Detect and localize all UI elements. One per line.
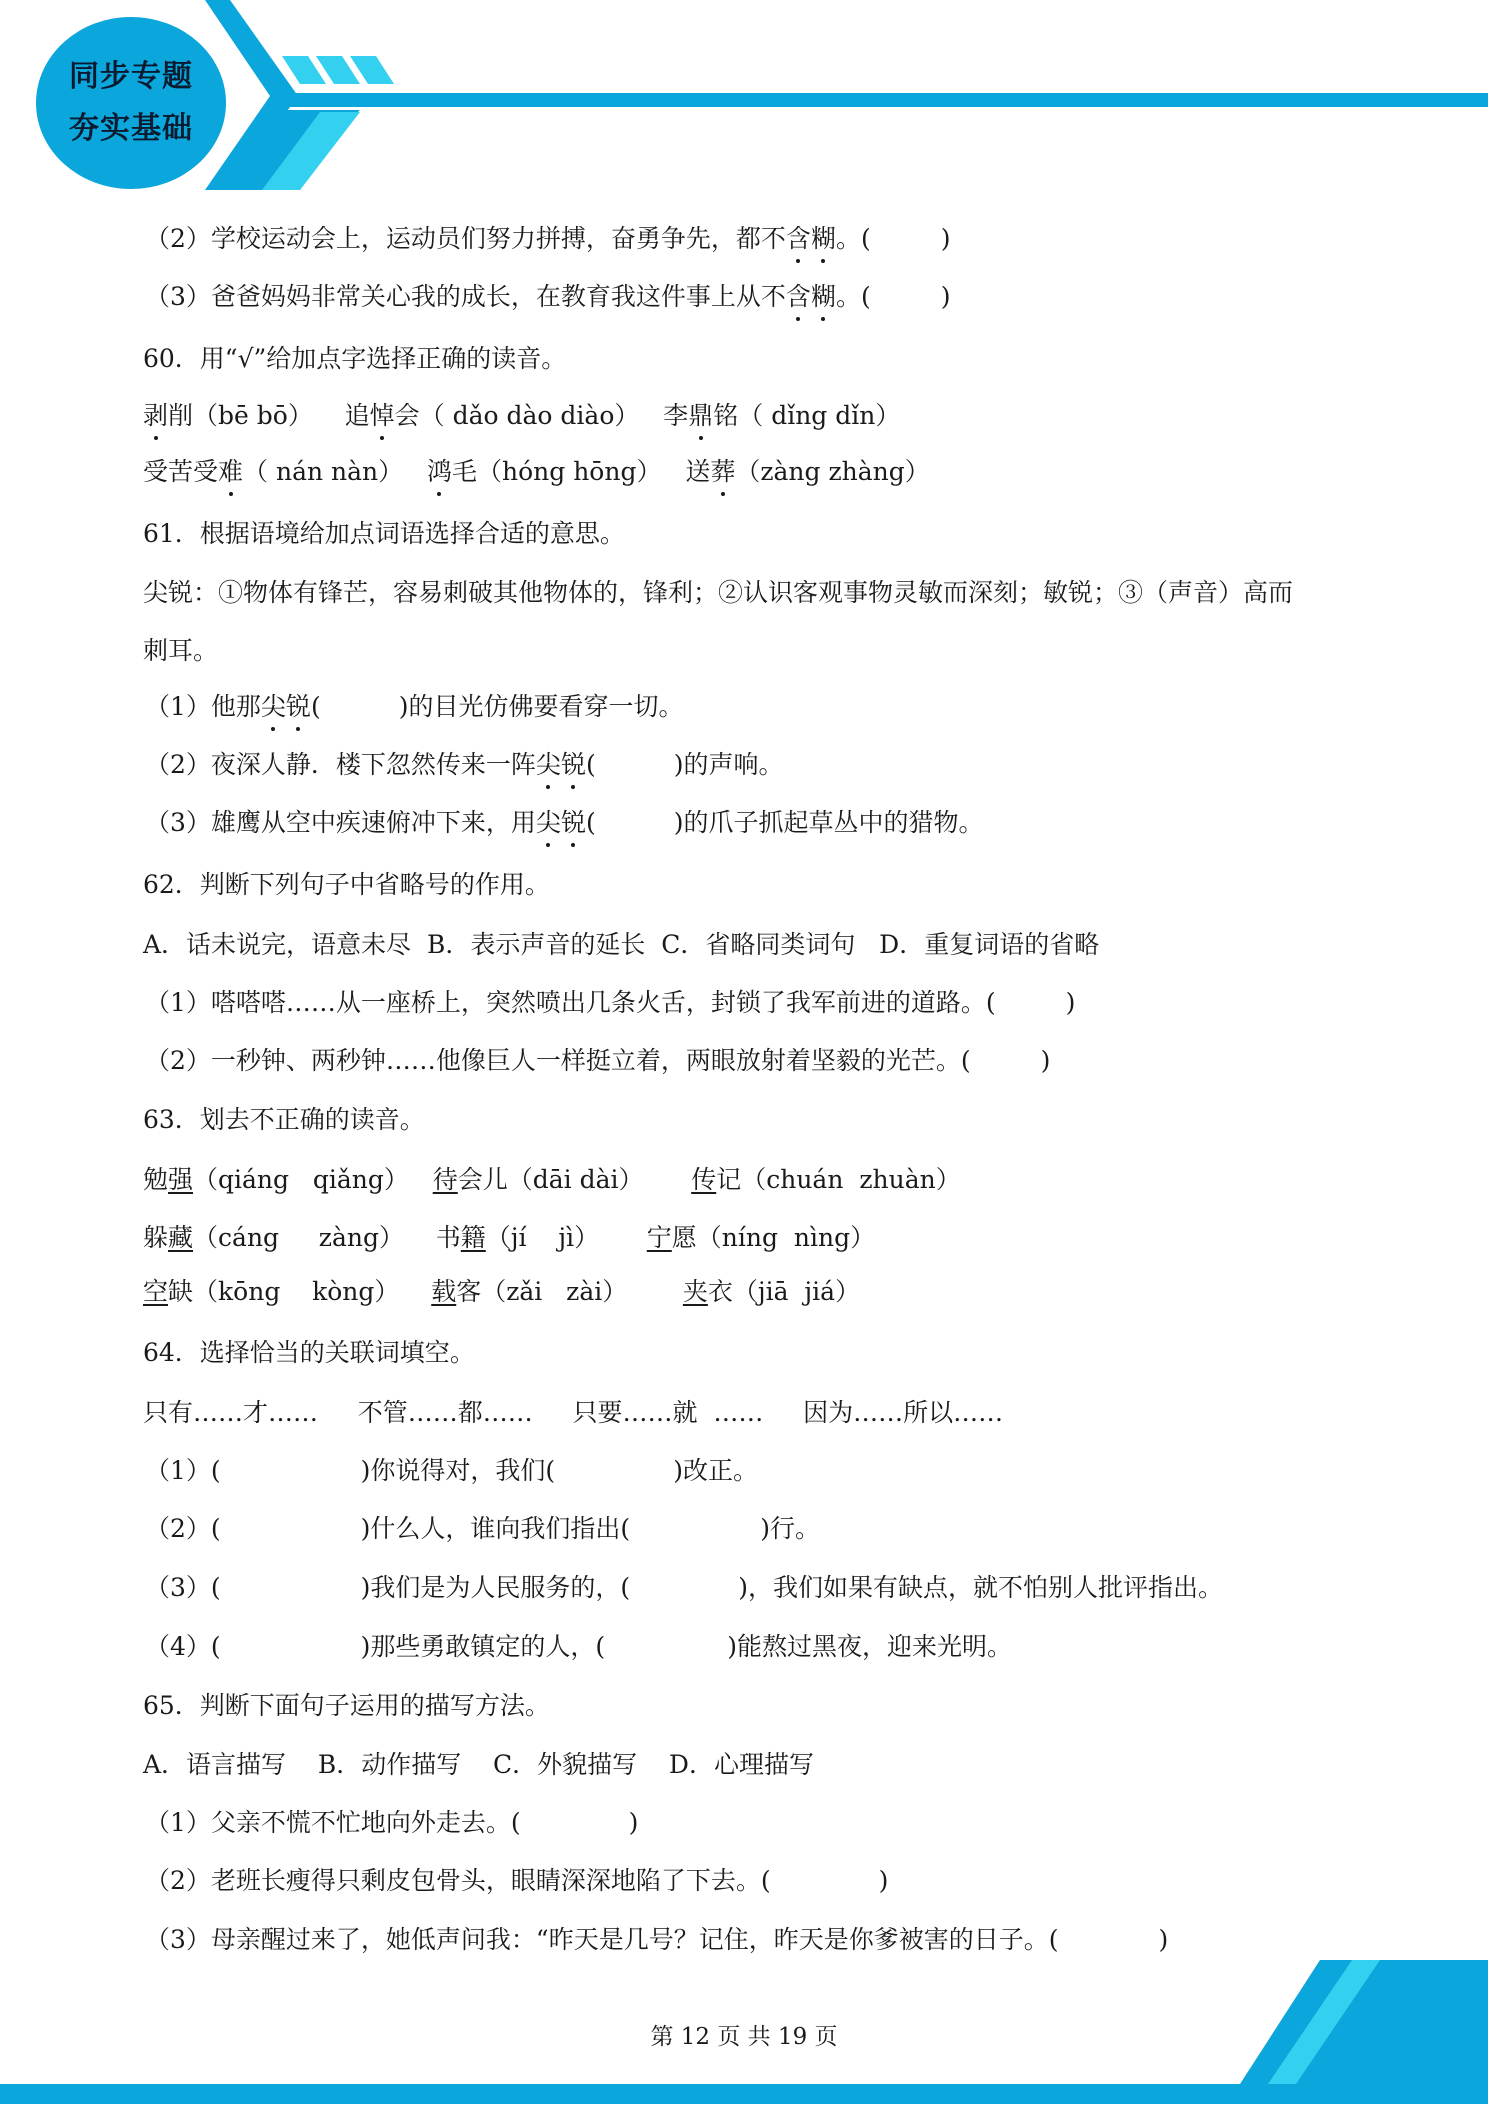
- q63-row-2: 躲藏（cáng zàng） 书籍（jí jì） 宁愿（níng nìng）: [143, 1223, 876, 1252]
- badge-line-2: 夯实基础: [69, 111, 193, 146]
- q61-item-3: （3）雄鹰从空中疾速俯冲下来，用尖锐( )的爪子抓起草丛中的猎物。: [145, 806, 983, 840]
- q64-item-4: （4）( )那些勇敢镇定的人，( )能熬过黑夜，迎来光明。: [145, 1632, 1012, 1661]
- q64-item-2: （2）( )什么人，谁向我们指出( )行。: [145, 1514, 820, 1543]
- q65-item-2: （2）老班长瘦得只剩皮包骨头，眼睛深深地陷了下去。( ): [145, 1866, 889, 1895]
- q65-item-3: （3）母亲醒过来了，她低声问我：“昨天是几号？记住，昨天是你爹被害的日子。( ): [145, 1925, 1169, 1954]
- q61-item-1: （1）他那尖锐( )的目光仿佛要看穿一切。: [145, 690, 683, 724]
- q61-definition: 尖锐：①物体有锋芒，容易刺破其他物体的，锋利；②认识客观事物灵敏而深刻；敏锐；③（声音）高而: [143, 578, 1294, 607]
- q62-item-1: （1）嗒嗒嗒……从一座桥上，突然喷出几条火舌，封锁了我军前进的道路。( ): [145, 988, 1076, 1017]
- q64-item-1: （1）( )你说得对，我们( )改正。: [145, 1456, 758, 1485]
- q60-title: 60．用“√”给加点字选择正确的读音。: [143, 344, 567, 373]
- q62-item-2: （2）一秒钟、两秒钟……他像巨人一样挺立着，两眼放射着坚毅的光芒。( ): [145, 1046, 1051, 1075]
- q61-item-2: （2）夜深人静．楼下忽然传来一阵尖锐( )的声响。: [145, 748, 783, 782]
- q61-definition-cont: 刺耳。: [143, 636, 219, 665]
- badge-line-1: 同步专题: [69, 59, 193, 94]
- q60-row-1: 剥削（bē bō） 追悼会（ dǎo dào diào） 李鼎铭（ dǐng dǐn）: [143, 399, 900, 433]
- q65-item-1: （1）父亲不慌不忙地向外走去。( ): [145, 1808, 639, 1837]
- q60-row-2: 受苦受难（ nán nàn） 鸿毛（hóng hōng） 送葬（zàng zhàng）: [143, 455, 930, 489]
- q61-title: 61．根据语境给加点词语选择合适的意思。: [143, 519, 625, 548]
- q59-item-2: （2）学校运动会上，运动员们努力拼搏，奋勇争先，都不含糊。( ): [145, 222, 950, 256]
- page-number: 第 12 页 共 19 页: [650, 2024, 838, 2050]
- header-badge: [36, 17, 226, 189]
- q63-row-1: 勉强（qiáng qiǎng） 待会儿（dāi dài） 传记（chuán zhuàn）: [143, 1165, 961, 1194]
- q63-title: 63．划去不正确的读音。: [143, 1105, 425, 1134]
- q62-options: A．话未说完，语意未尽 B．表示声音的延长 C．省略同类词句 D．重复词语的省略: [143, 930, 1100, 959]
- q65-options: A．语言描写 B．动作描写 C．外貌描写 D．心理描写: [143, 1750, 814, 1779]
- q62-title: 62．判断下列句子中省略号的作用。: [143, 870, 550, 899]
- q64-item-3: （3）( )我们是为人民服务的，( )，我们如果有缺点，就不怕别人批评指出。: [145, 1573, 1223, 1602]
- q64-options: 只有……才…… 不管……都…… 只要……就 …… 因为……所以……: [143, 1398, 1004, 1427]
- q65-title: 65．判断下面句子运用的描写方法。: [143, 1691, 550, 1720]
- q64-title: 64．选择恰当的关联词填空。: [143, 1338, 475, 1367]
- q63-row-3: 空缺（kōng kòng） 载客（zǎi zài） 夹衣（jiā jiá）: [143, 1277, 861, 1306]
- q59-item-3: （3）爸爸妈妈非常关心我的成长，在教育我这件事上从不含糊。( ): [145, 280, 950, 314]
